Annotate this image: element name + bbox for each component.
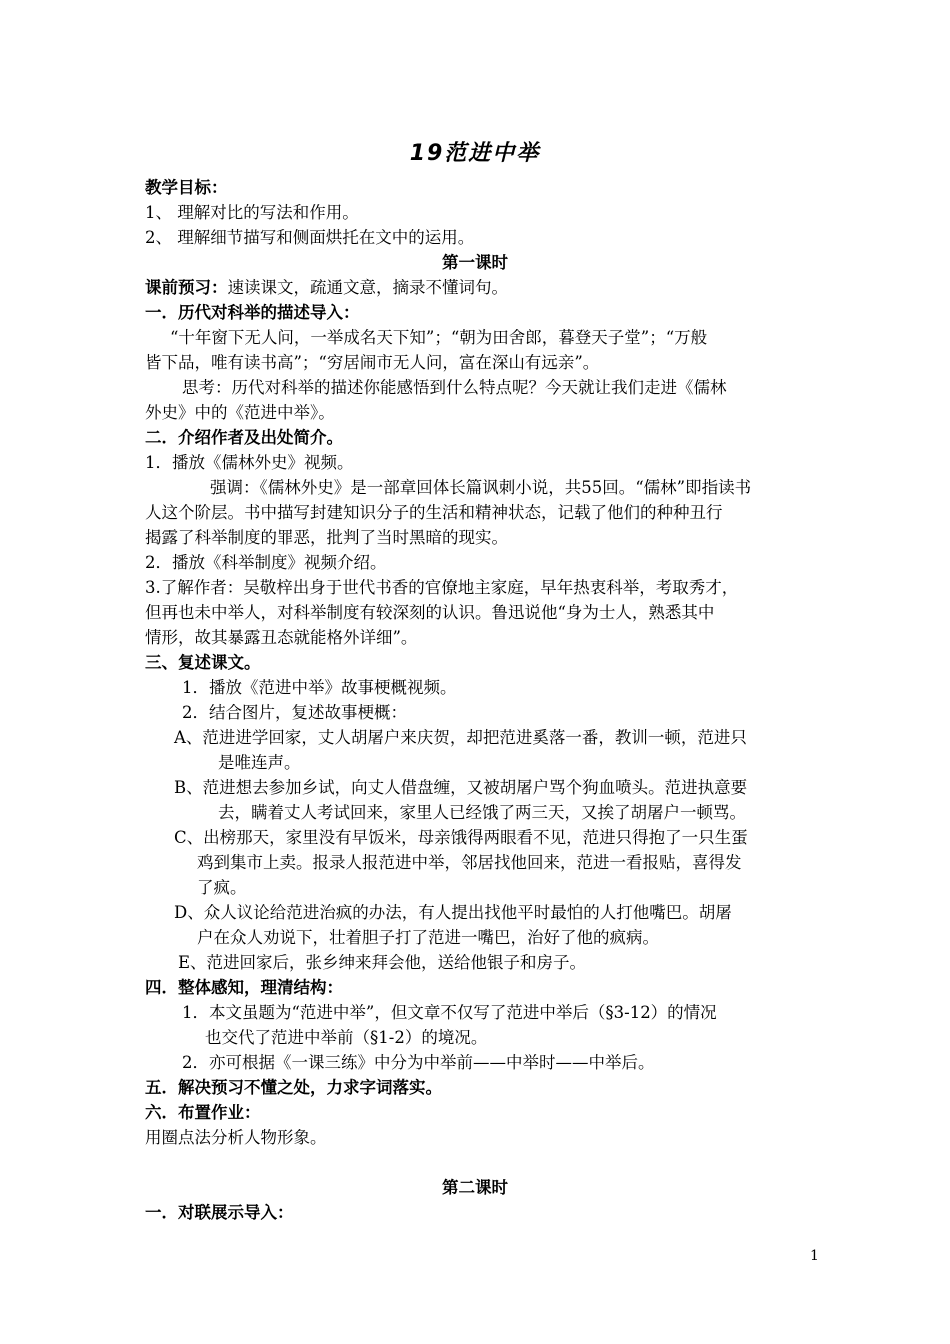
lesson1-heading: 第一课时 — [442, 253, 508, 272]
section2-item: 2．播放《科举制度》视频介绍。 — [145, 553, 387, 572]
section1-paragraph: 皆下品，唯有读书高”；“穷居闹市无人问，富在深山有远亲”。 — [145, 353, 600, 372]
section2-paragraph: 揭露了科举制度的罪恶，批判了当时黑暗的现实。 — [145, 528, 508, 547]
section3-item: 1．播放《范进中举》故事梗概视频。 — [182, 678, 457, 697]
section2-heading: 二．介绍作者及出处简介。 — [145, 428, 343, 447]
section2-item: 但再也未中举人，对科举制度有较深刻的认识。鲁迅说他“身为士人，熟悉其中 — [145, 603, 715, 622]
lesson2-heading: 第二课时 — [442, 1178, 508, 1197]
page-number: 1 — [810, 1248, 819, 1264]
section2-paragraph: 强调：《儒林外史》是一部章回体长篇讽刺小说，共55回。“儒林”即指读书 — [210, 478, 752, 497]
story-item-b: B、范进想去参加乡试，向丈人借盘缠，又被胡屠户骂个狗血喷头。范进执意要 — [174, 778, 748, 797]
section4-item: 2．亦可根据《一课三练》中分为中举前——中举时——中举后。 — [182, 1053, 655, 1072]
section1-paragraph: “十年窗下无人问，一举成名天下知”；“朝为田舍郎，暮登天子堂”；“万般 — [170, 328, 708, 347]
section5-heading: 五．解决预习不懂之处，力求字词落实。 — [145, 1078, 442, 1097]
homework-text: 用圈点法分析人物形象。 — [145, 1128, 327, 1147]
section2-item: 1．播放《儒林外史》视频。 — [145, 453, 354, 472]
preview-label: 课前预习： — [145, 278, 228, 297]
story-item-d: 户在众人劝说下，壮着胆子打了范进一嘴巴，治好了他的疯病。 — [197, 928, 659, 947]
goal-item: 2、 理解细节描写和侧面烘托在文中的运用。 — [145, 228, 475, 247]
goal-item: 1、 理解对比的写法和作用。 — [145, 203, 359, 222]
story-item-d: D、众人议论给范进治疯的办法，有人提出找他平时最怕的人打他嘴巴。胡屠 — [174, 903, 732, 922]
preview-text: 速读课文，疏通文意，摘录不懂词句。 — [227, 278, 508, 297]
section1-think: 思考：历代对科举的描述你能感悟到什么特点呢？今天就让我们走进《儒林 — [182, 378, 727, 397]
section1-think: 外史》中的《范进中举》。 — [145, 403, 335, 422]
document-title: 19范进中举 — [409, 141, 541, 166]
story-item-b: 去，瞒着丈人考试回来，家里人已经饿了两三天，又挨了胡屠户一顿骂。 — [218, 803, 746, 822]
story-item-c: C、出榜那天，家里没有早饭米，母亲饿得两眼看不见，范进只得抱了一只生蛋 — [174, 828, 748, 847]
section1-heading: 一．历代对科举的描述导入： — [145, 303, 360, 322]
section4-heading: 四．整体感知，理清结构： — [145, 978, 343, 997]
story-item-a: A、范进进学回家，丈人胡屠户来庆贺，却把范进奚落一番，教训一顿，范进只 — [174, 728, 747, 747]
goals-heading: 教学目标： — [145, 178, 228, 197]
section2-item: 3.了解作者：吴敬梓出身于世代书香的官僚地主家庭，早年热衷科举，考取秀才， — [145, 578, 739, 597]
section4-item: 也交代了范进中举前（§1-2）的境况。 — [205, 1028, 488, 1047]
story-item-a: 是唯连声。 — [218, 753, 301, 772]
section3-heading: 三、复述课文。 — [145, 653, 261, 672]
section2-item: 情形，故其暴露丑态就能格外详细”。 — [145, 628, 418, 647]
story-item-c: 了疯。 — [197, 878, 247, 897]
lesson2-section1-heading: 一．对联展示导入： — [145, 1203, 294, 1222]
section6-heading: 六．布置作业： — [145, 1103, 261, 1122]
section3-item: 2．结合图片，复述故事梗概： — [182, 703, 407, 722]
preview-line — [145, 276, 508, 300]
story-item-e: E、范进回家后，张乡绅来拜会他，送给他银子和房子。 — [178, 953, 587, 972]
section4-item: 1．本文虽题为“范进中举”，但文章不仅写了范进中举后（§3-12）的情况 — [182, 1003, 717, 1022]
story-item-c: 鸡到集市上卖。报录人报范进中举，邻居找他回来，范进一看报贴，喜得发 — [197, 853, 742, 872]
section2-paragraph: 人这个阶层。书中描写封建知识分子的生活和精神状态，记载了他们的种种丑行 — [145, 503, 723, 522]
